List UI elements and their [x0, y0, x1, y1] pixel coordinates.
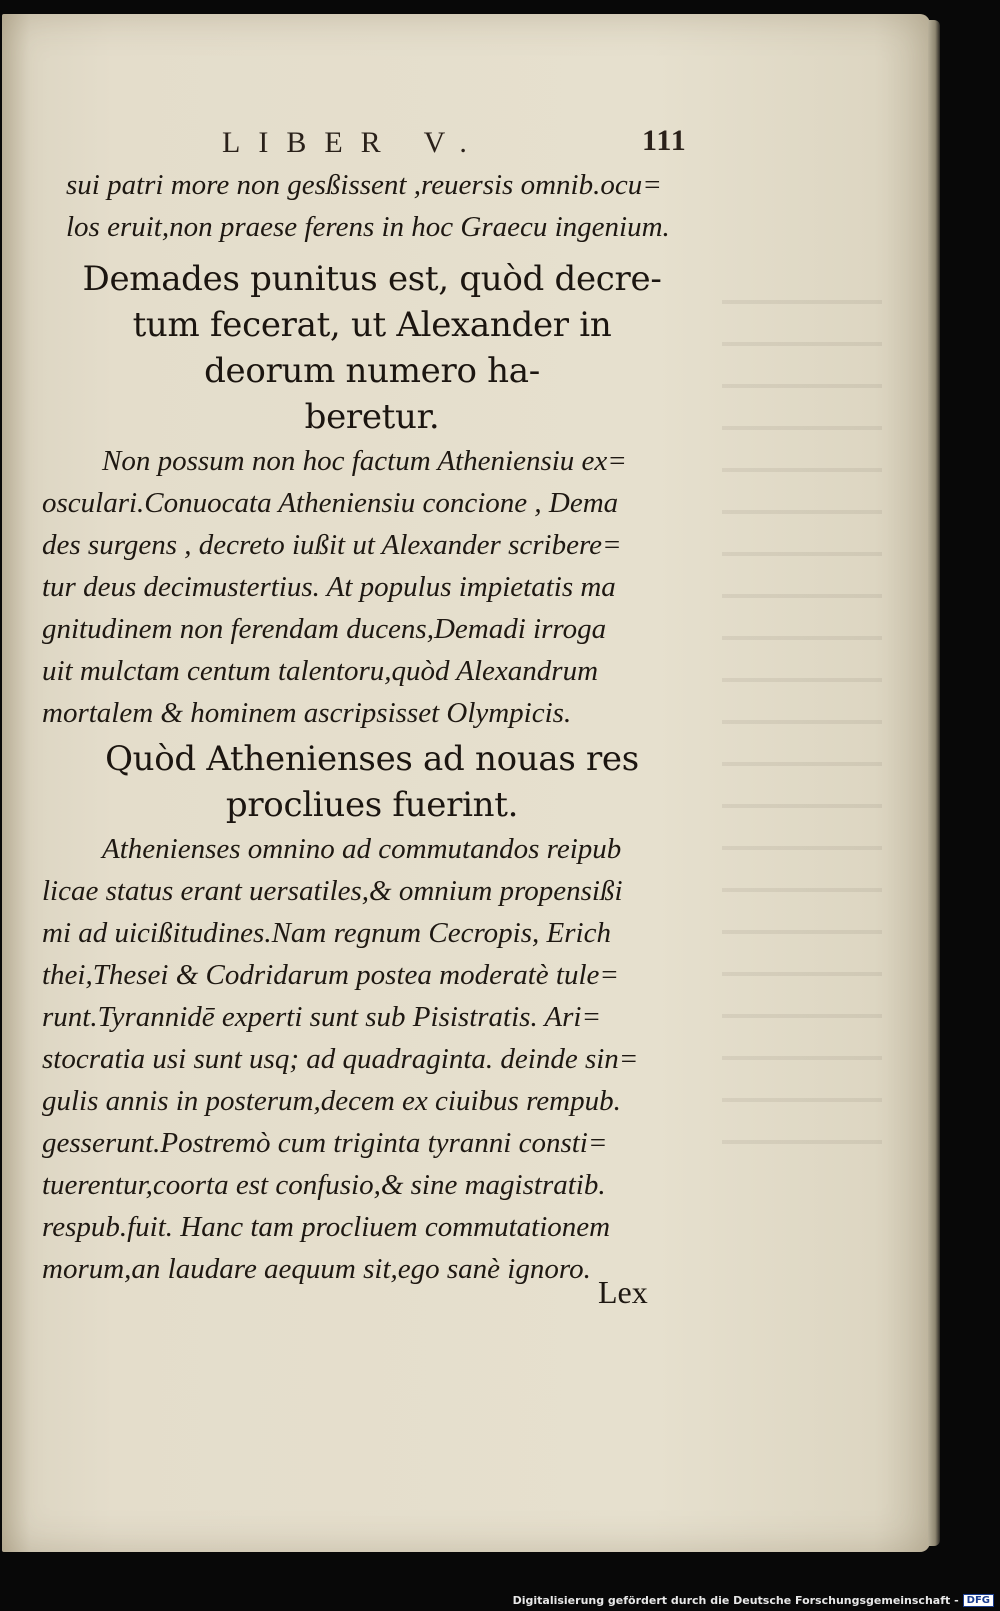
text-line: gnitudinem non ferendam ducens,Demadi irroga — [42, 613, 607, 645]
text-line: Non possum non hoc factum Atheniensiu ex= — [102, 445, 627, 477]
heading-line: Demades punitus est, quòd decre- — [82, 259, 662, 299]
heading-line: deorum numero ha- — [204, 351, 540, 391]
text-line: des surgens , decreto iußit ut Alexander scribere= — [42, 529, 622, 561]
page-header — [2, 126, 930, 166]
text-line: stocratia usi sunt usq; ad quadraginta. deinde sin= — [42, 1043, 639, 1075]
text-line: licae status erant uersatiles,& omnium propensißi — [42, 875, 623, 907]
heading-line: Quòd Athenienses ad nouas res — [105, 739, 639, 779]
digitization-credit — [513, 1594, 994, 1608]
text-block — [42, 164, 702, 1290]
text-line: sui patri more non gesßissent ,reuersis omnib.ocu= — [66, 169, 662, 201]
section-heading — [42, 256, 702, 440]
dfg-logo: DFG — [963, 1594, 994, 1607]
credit-text: Digitalisierung gefördert durch die Deutsche Forschungsgemeinschaft - — [512, 1593, 959, 1607]
text-line: morum,an laudare aequum sit,ego sanè ignoro. — [42, 1253, 591, 1285]
heading-line: beretur. — [304, 397, 440, 437]
heading-line: procliues fuerint. — [225, 785, 519, 825]
text-line: respub.fuit. Hanc tam procliuem commutationem — [42, 1211, 611, 1243]
text-line: los eruit,non praese ferens in hoc Graecu ingenium. — [66, 211, 670, 243]
page-edge — [928, 20, 940, 1546]
text-line: osculari.Conuocata Atheniensiu concione , Dema — [42, 487, 619, 519]
book-page — [2, 14, 930, 1552]
folio-number: 111 — [642, 124, 687, 157]
text-line: tuerentur,coorta est confusio,& sine magistratib. — [42, 1169, 606, 1201]
text-line: gesserunt.Postremò cum triginta tyranni consti= — [42, 1127, 608, 1159]
paragraph — [42, 440, 702, 734]
running-head: LIBER V. — [222, 126, 485, 159]
text-line: gulis annis in posterum,decem ex ciuibus rempub. — [42, 1085, 621, 1117]
text-line: thei,Thesei & Codridarum postea moderatè tule= — [42, 959, 619, 991]
text-line: mortalem & hominem ascripsisset Olympicis. — [42, 697, 572, 729]
text-line: Athenienses omnino ad commutandos reipub — [102, 833, 622, 865]
text-line: uit mulctam centum talentoru,quòd Alexandrum — [42, 655, 599, 687]
show-through-text — [722, 274, 882, 1174]
text-line: mi ad uicißitudines.Nam regnum Cecropis, Erich — [42, 917, 611, 949]
section-heading — [42, 736, 702, 828]
catchword: Lex — [598, 1274, 648, 1310]
text-line: tur deus decimustertius. At populus impietatis ma — [42, 571, 616, 603]
paragraph — [42, 828, 702, 1290]
text-line: runt.Tyrannidē experti sunt sub Pisistratis. Ari= — [42, 1001, 602, 1033]
heading-line: tum fecerat, ut Alexander in — [132, 305, 612, 345]
